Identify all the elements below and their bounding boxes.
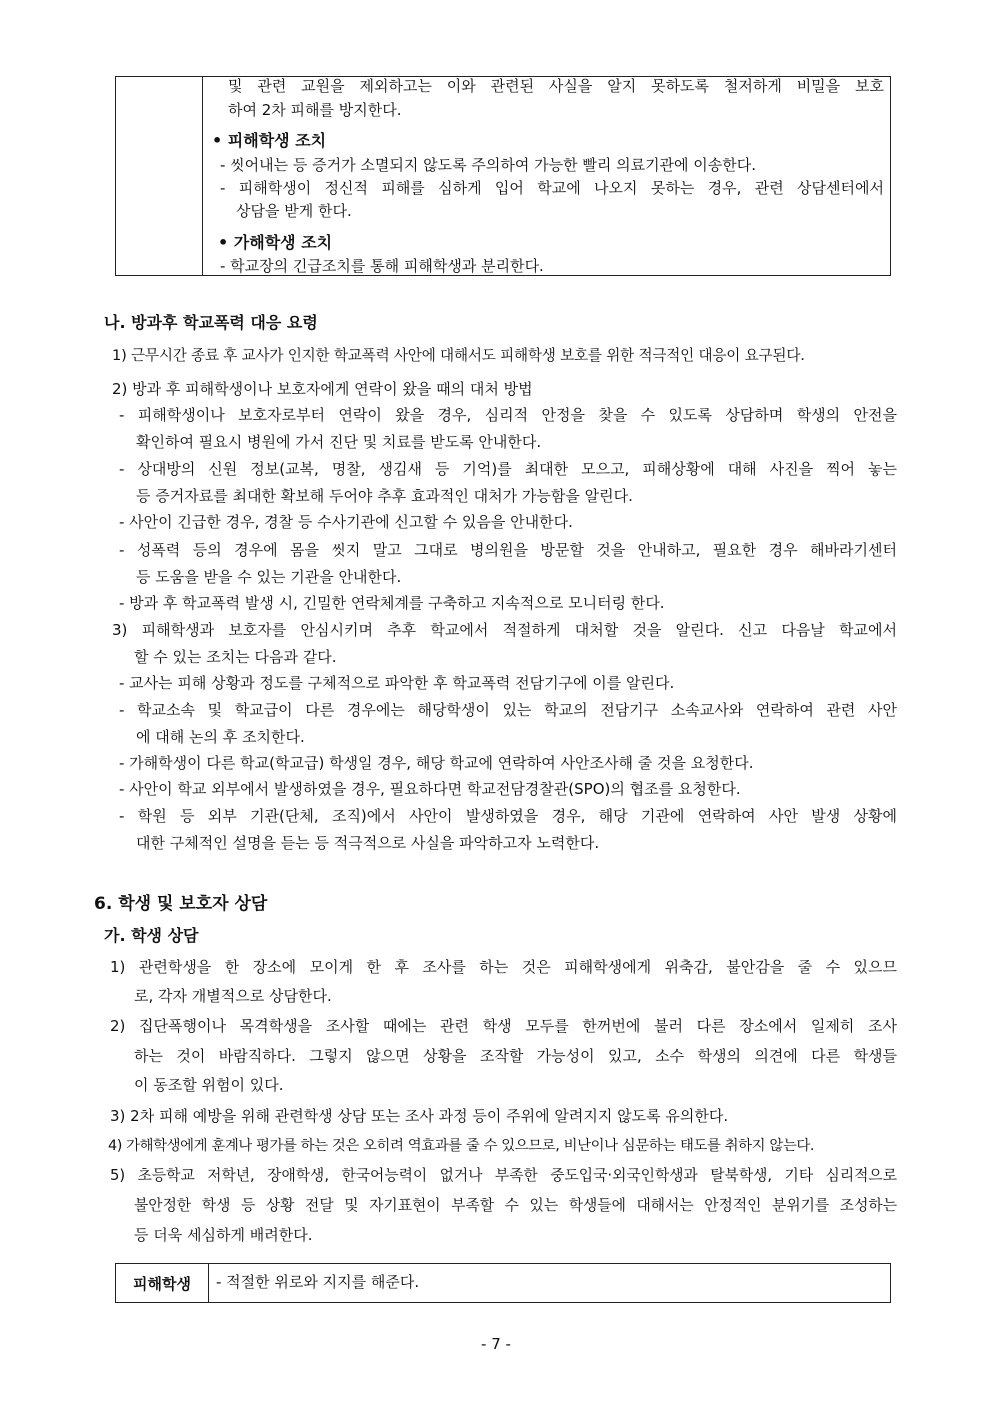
list-item: 하는 것이 바람직하다. 그렇지 않으면 상황을 조작할 가능성이 있고, 소수 학생의 의견에 다른 학생들 xyxy=(134,1047,897,1065)
table-text-line: 하여 2차 피해를 방지한다. xyxy=(228,101,402,119)
victim-measure-item: 상담을 받게 한다. xyxy=(236,202,352,220)
list-item: - 학원 등 외부 기관(단체, 조직)에서 사안이 발생하였을 경우, 해당 기관에 연락하여 사안 발생 상황에 xyxy=(119,807,897,825)
victim-measure-item: - 피해학생이 정신적 피해를 심하게 입어 학교에 나오지 못하는 경우, 관련 상담센터에서 xyxy=(220,179,884,197)
list-item: - 방과 후 학교폭력 발생 시, 긴밀한 연락체계를 구축하고 지속적으로 모니터링 한다. xyxy=(119,594,665,612)
list-item: 1) 관련학생을 한 장소에 모이게 한 후 조사를 하는 것은 피해학생에게 위축감, 불안감을 줄 수 있으므 xyxy=(110,958,897,976)
paragraph: 1) 근무시간 종료 후 교사가 인지한 학교폭력 사안에 대해서도 피해학생 보호를 위한 적극적인 대응이 요구된다. xyxy=(112,347,805,364)
chapter-heading: 6. 학생 및 보호자 상담 xyxy=(94,894,268,914)
victim-measures-heading: • 피해학생 조치 xyxy=(212,131,327,150)
page-number: - 7 - xyxy=(481,1335,511,1353)
paragraph: 3) 피해학생과 보호자를 안심시키며 추후 학교에서 적절하게 대처할 것을 알린다. 신고 다음날 학교에서 xyxy=(112,621,897,639)
table-text-line: 및 관련 교원을 제외하고는 이와 관련된 사실을 알지 못하도록 철저하게 비밀을 보호 xyxy=(228,77,884,95)
list-item: 5) 초등학교 저학년, 장애학생, 한국어능력이 없거나 부족한 중도입국·외국인학생과 탈북학생, 기타 심리적으로 xyxy=(110,1167,897,1184)
list-item: - 피해학생이나 보호자로부터 연락이 왔을 경우, 심리적 안정을 찾을 수 있도록 상담하며 학생의 안전을 xyxy=(119,406,897,424)
list-item: 등 증거자료를 최대한 확보해 두어야 추후 효과적인 대처가 가능함을 알린다. xyxy=(136,487,633,505)
list-item: - 성폭력 등의 경우에 몸을 씻지 말고 그대로 병의원을 방문할 것을 안내하고, 필요한 경우 해바라기센터 xyxy=(119,541,897,559)
table-label-cell xyxy=(116,77,203,275)
paragraph: 할 수 있는 조치는 다음과 같다. xyxy=(134,648,337,666)
list-item: 불안정한 학생 등 상황 전달 및 자기표현이 부족할 수 있는 학생들에 대해서는 안정적인 분위기를 조성하는 xyxy=(134,1197,897,1214)
list-item: - 상대방의 신원 정보(교복, 명찰, 생김새 등 기억)를 최대한 모으고, 피해상황에 대해 사진을 찍어 놓는 xyxy=(119,460,897,478)
section-heading: 가. 학생 상담 xyxy=(104,926,199,945)
list-item: 등 더욱 세심하게 배려한다. xyxy=(134,1226,313,1244)
list-item: - 사안이 학교 외부에서 발생하였을 경우, 필요하다면 학교전담경찰관(SPO)의 협조를 요청한다. xyxy=(119,780,741,798)
list-item: 2) 집단폭행이나 목격학생을 조사할 때에는 관련 학생 모두를 한꺼번에 불러 다른 장소에서 일제히 조사 xyxy=(110,1017,897,1035)
list-item: - 가해학생이 다른 학교(학교급) 학생일 경우, 해당 학교에 연락하여 사안조사해 줄 것을 요청한다. xyxy=(119,754,754,772)
list-item: 로, 각자 개별적으로 상담한다. xyxy=(134,987,332,1005)
list-item: - 사안이 긴급한 경우, 경찰 등 수사기관에 신고할 수 있음을 안내한다. xyxy=(119,513,573,531)
list-item: - 교사는 피해 상황과 정도를 구체적으로 파악한 후 학교폭력 전담기구에 이를 알린다. xyxy=(119,674,675,692)
offender-measure-item: - 학교장의 긴급조치를 통해 피해학생과 분리한다. xyxy=(220,257,544,275)
victim-measure-item: - 씻어내는 등 증거가 소멸되지 않도록 주의하여 가능한 빨리 의료기관에 이송한다. xyxy=(220,156,757,174)
section-heading: 나. 방과후 학교폭력 대응 요령 xyxy=(104,313,318,332)
list-item: 에 대해 논의 후 조치한다. xyxy=(136,728,305,746)
table-text-line: - 적절한 위로와 지지를 해준다. xyxy=(216,1273,420,1291)
list-item: - 학교소속 및 학교급이 다른 경우에는 해당학생이 있는 학교의 전담기구 소속교사와 연락하여 관련 사안 xyxy=(119,701,897,719)
list-item: 대한 구체적인 설명을 듣는 등 적극적으로 사실을 파악하고자 노력한다. xyxy=(136,834,600,852)
list-item: 확인하여 필요시 병원에 가서 진단 및 치료를 받도록 안내한다. xyxy=(136,433,542,451)
table-label-cell: 피해학생 xyxy=(116,1264,209,1302)
offender-measures-heading: • 가해학생 조치 xyxy=(218,233,333,252)
list-item: 이 동조할 위험이 있다. xyxy=(134,1076,284,1094)
list-item: 등 도움을 받을 수 있는 기관을 안내한다. xyxy=(136,568,402,586)
paragraph: 2) 방과 후 피해학생이나 보호자에게 연락이 왔을 때의 대처 방법 xyxy=(112,380,533,398)
list-item: 4) 가해학생에게 훈계나 평가를 하는 것은 오히려 역효과를 줄 수 있으므로, 비난이나 심문하는 태도를 취하지 않는다. xyxy=(108,1138,815,1154)
list-item: 3) 2차 피해 예방을 위해 관련학생 상담 또는 조사 과정 등이 주위에 알려지지 않도록 유의한다. xyxy=(110,1107,729,1125)
